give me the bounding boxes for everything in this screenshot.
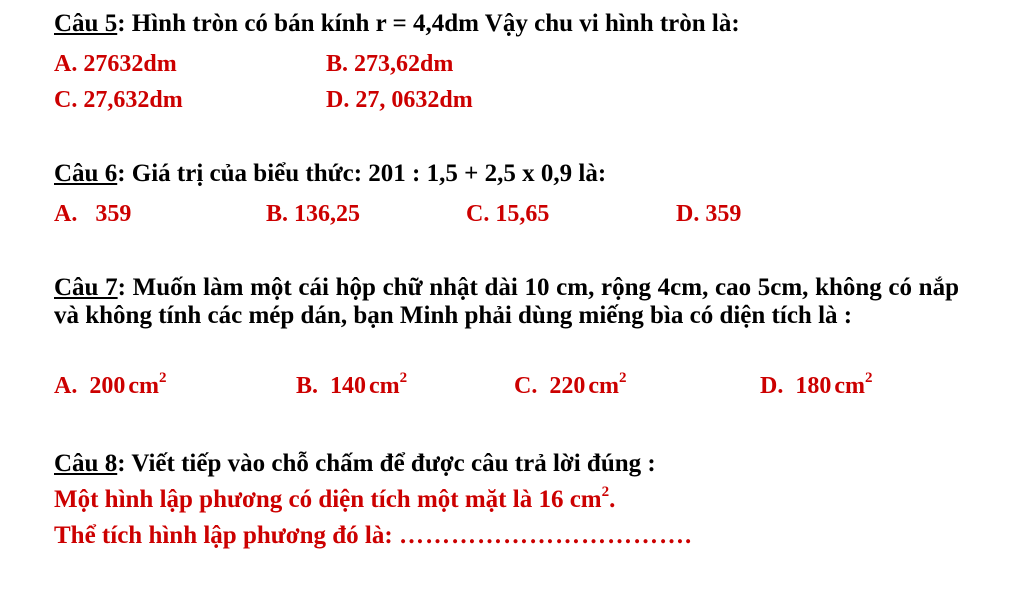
question-5-label: Câu 5 bbox=[54, 10, 118, 37]
q6-option-d: D. 359 bbox=[676, 201, 742, 227]
q5-option-b: B. 273,62dm bbox=[326, 51, 454, 77]
question-5 bbox=[54, 10, 740, 38]
question-8 bbox=[54, 450, 656, 478]
question-7-text: : Muốn làm một cái hộp chữ nhật dài 10 cm, rộng 4cm, cao 5cm, không có nắp và không tính các mép dán, bạn Minh phải dùng miếng bìa có diện tích là : bbox=[54, 274, 959, 329]
q7-option-a: A. 200 $cm^2$ bbox=[54, 370, 167, 399]
question-6-label: Câu 6 bbox=[54, 160, 118, 187]
q7-option-d: D. 180 $cm^2$ bbox=[760, 370, 873, 399]
question-8-line-2: Thể tích hình lập phương đó là: ……………………………. bbox=[54, 522, 693, 549]
q5-option-c: C. 27,632dm bbox=[54, 87, 183, 113]
q7-option-b: B. 140 $cm^2$ bbox=[296, 370, 408, 399]
question-6-text: : Giá trị của biểu thức: 201 : 1,5 + 2,5 x 0,9 là: bbox=[117, 160, 607, 187]
question-8-label: Câu 8 bbox=[54, 450, 118, 477]
question-8-text: : Viết tiếp vào chỗ chấm để được câu trả lời đúng : bbox=[117, 450, 656, 477]
answer-blank: ……………………………. bbox=[398, 522, 693, 549]
q5-option-a: A. 27632dm bbox=[54, 51, 177, 77]
question-7-label: Câu 7 bbox=[54, 274, 118, 301]
q6-option-b: B. 136,25 bbox=[266, 201, 361, 227]
q7-option-c: C. 220 $cm^2$ bbox=[514, 370, 627, 399]
q5-option-d: D. 27, 0632dm bbox=[326, 87, 473, 113]
q6-option-c: C. 15,65 bbox=[466, 201, 550, 227]
q6-option-a: A. 359 bbox=[54, 201, 132, 227]
question-5-text: : Hình tròn có bán kính r = 4,4dm Vậy chu vi hình tròn là: bbox=[117, 10, 740, 37]
question-8-line-1: Một hình lập phương có diện tích một mặt là 16 $cm^2$. bbox=[54, 483, 616, 513]
question-6 bbox=[54, 160, 606, 188]
question-7 bbox=[54, 274, 959, 330]
